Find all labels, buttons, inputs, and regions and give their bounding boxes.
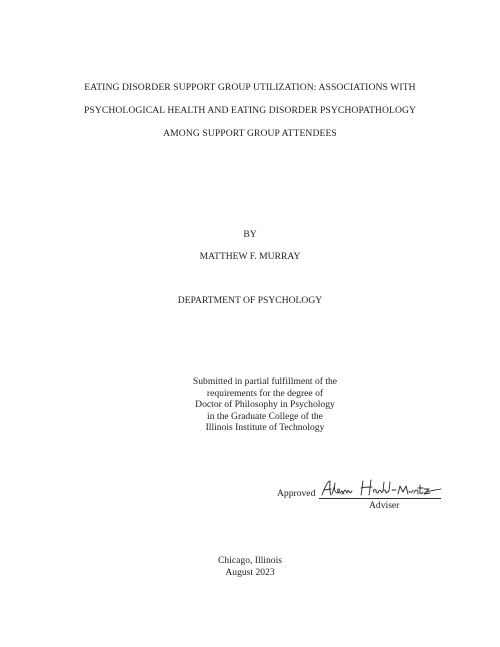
thesis-title-line-3: AMONG SUPPORT GROUP ATTENDEES bbox=[163, 128, 337, 139]
thesis-title-line-1: EATING DISORDER SUPPORT GROUP UTILIZATION: ASSOCIATIONS WITH bbox=[84, 82, 416, 93]
signature-line bbox=[319, 498, 441, 499]
author-name: MATTHEW F. MURRAY bbox=[199, 251, 301, 262]
approval-block bbox=[277, 482, 447, 512]
location: Chicago, Illinois bbox=[218, 555, 282, 566]
by-label: BY bbox=[243, 229, 257, 240]
adviser-label: Adviser bbox=[369, 500, 400, 511]
submission-statement-line-5: Illinois Institute of Technology bbox=[205, 422, 325, 433]
adviser-signature bbox=[319, 478, 443, 500]
submission-statement-line-2: requirements for the degree of bbox=[206, 387, 324, 399]
submission-statement-line-1: Submitted in partial fulfillment of the bbox=[192, 376, 338, 387]
approved-label: Approved bbox=[277, 488, 316, 499]
submission-date: August 2023 bbox=[225, 567, 275, 578]
thesis-title-line-2: PSYCHOLOGICAL HEALTH AND EATING DISORDER PSYCHOPATHOLOGY bbox=[83, 105, 417, 116]
department-name: DEPARTMENT OF PSYCHOLOGY bbox=[177, 295, 323, 306]
submission-statement-line-4: in the Graduate College of the bbox=[207, 410, 323, 422]
submission-statement-line-3: Doctor of Philosophy in Psychology bbox=[195, 399, 335, 410]
